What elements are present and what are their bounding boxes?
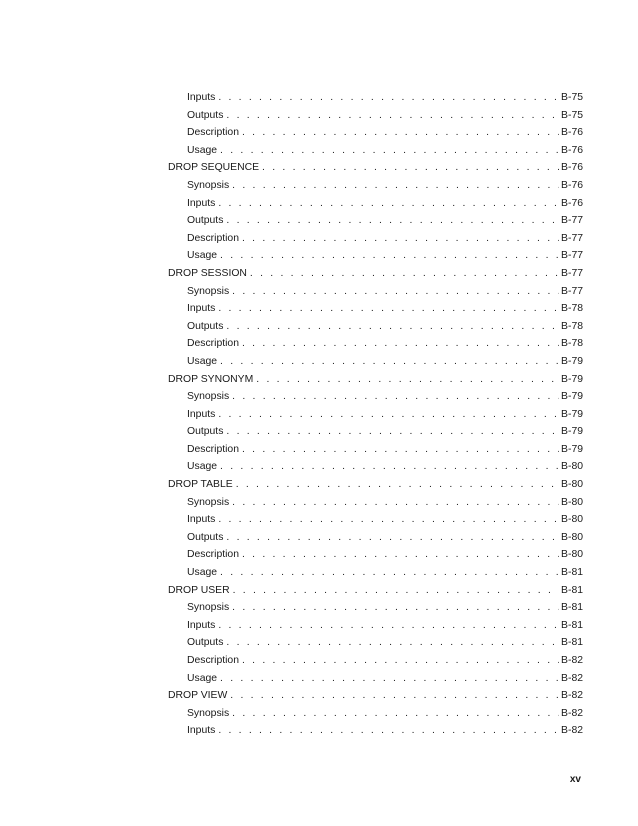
toc-subsection-entry[interactable] xyxy=(168,722,583,740)
toc-entry-page: B-76 xyxy=(561,162,583,174)
toc-entry-page: B-81 xyxy=(561,602,583,614)
toc-entry-page: B-75 xyxy=(561,92,583,103)
toc-subsection-entry[interactable] xyxy=(168,494,583,512)
toc-entry-label: Description xyxy=(187,127,239,139)
toc-entry-page: B-76 xyxy=(561,127,583,139)
toc-entry-page: B-79 xyxy=(561,391,583,403)
toc-entry-page: B-77 xyxy=(561,232,583,244)
toc-subsection-entry[interactable] xyxy=(168,247,583,265)
toc-entry-page: B-79 xyxy=(561,373,583,385)
toc-entry-page: B-82 xyxy=(561,725,583,737)
toc-subsection-entry[interactable] xyxy=(168,529,583,547)
toc-subsection-entry[interactable] xyxy=(168,195,583,213)
toc-dot-leader xyxy=(232,283,559,301)
toc-entry-page: B-81 xyxy=(561,567,583,579)
toc-section-entry[interactable] xyxy=(168,687,583,705)
toc-entry-label: Outputs xyxy=(187,320,224,332)
toc-dot-leader xyxy=(232,599,559,617)
toc-entry-page: B-78 xyxy=(561,320,583,332)
toc-subsection-entry[interactable] xyxy=(168,353,583,371)
toc-entry-label: Inputs xyxy=(187,725,216,737)
toc-subsection-entry[interactable] xyxy=(168,546,583,564)
toc-entry-page: B-80 xyxy=(561,531,583,543)
toc-entry-page: B-75 xyxy=(561,109,583,121)
toc-dot-leader xyxy=(250,265,559,283)
toc-entry-label: Description xyxy=(187,232,239,244)
toc-entry-label: Outputs xyxy=(187,637,224,649)
toc-dot-leader xyxy=(232,705,559,723)
toc-dot-leader xyxy=(226,634,559,652)
toc-entry-label: Inputs xyxy=(187,619,216,631)
toc-entry-page: B-80 xyxy=(561,461,583,473)
toc-subsection-entry[interactable] xyxy=(168,634,583,652)
toc-subsection-entry[interactable] xyxy=(168,230,583,248)
toc-section-entry[interactable] xyxy=(168,265,583,283)
toc-subsection-entry[interactable] xyxy=(168,283,583,301)
toc-entry-page: B-82 xyxy=(561,655,583,666)
toc-subsection-entry[interactable] xyxy=(168,599,583,617)
toc-dot-leader xyxy=(218,406,559,424)
toc-subsection-entry[interactable] xyxy=(168,617,583,635)
toc-entry-label: Synopsis xyxy=(187,391,230,403)
toc-entry-page: B-82 xyxy=(561,707,583,719)
toc-entry-label: Synopsis xyxy=(187,707,230,719)
toc-entry-label: Synopsis xyxy=(187,285,230,297)
toc-subsection-entry[interactable] xyxy=(168,423,583,441)
toc-entry-page: B-79 xyxy=(561,408,583,420)
toc-entry-label: Outputs xyxy=(187,531,224,543)
toc-entry-label: Usage xyxy=(187,355,218,367)
toc-section-entry[interactable] xyxy=(168,159,583,177)
toc-entry-label: DROP SESSION xyxy=(168,267,247,279)
toc-dot-leader xyxy=(232,494,559,512)
toc-dot-leader xyxy=(262,159,559,177)
toc-entry-label: Description xyxy=(187,338,239,350)
toc-entry-page: B-76 xyxy=(561,144,583,156)
toc-entry-label: Inputs xyxy=(187,408,216,420)
toc-entry-label: Usage xyxy=(187,250,218,262)
toc-dot-leader xyxy=(220,458,559,476)
toc-entry-label: Inputs xyxy=(187,197,216,209)
toc-dot-leader xyxy=(230,687,559,705)
toc-subsection-entry[interactable] xyxy=(168,670,583,688)
toc-entry-label: Outputs xyxy=(187,109,224,121)
table-of-contents xyxy=(168,89,583,740)
toc-entry-label: DROP TABLE xyxy=(168,479,233,491)
toc-dot-leader xyxy=(218,89,559,107)
toc-dot-leader xyxy=(220,247,559,265)
toc-entry-page: B-82 xyxy=(561,672,583,684)
toc-entry-page: B-77 xyxy=(561,250,583,262)
toc-entry-page: B-79 xyxy=(561,426,583,438)
toc-entry-label: DROP SYNONYM xyxy=(168,373,254,385)
toc-dot-leader xyxy=(220,670,559,688)
toc-subsection-entry[interactable] xyxy=(168,124,583,142)
toc-dot-leader xyxy=(226,212,559,230)
toc-subsection-entry[interactable] xyxy=(168,458,583,476)
toc-entry-label: DROP VIEW xyxy=(168,690,228,702)
toc-dot-leader xyxy=(218,511,559,529)
toc-entry-page: B-77 xyxy=(561,285,583,297)
toc-entry-page: B-80 xyxy=(561,496,583,508)
toc-dot-leader xyxy=(232,388,559,406)
toc-dot-leader xyxy=(236,476,559,494)
toc-subsection-entry[interactable] xyxy=(168,511,583,529)
toc-dot-leader xyxy=(218,722,559,740)
toc-entry-label: Usage xyxy=(187,461,218,473)
toc-dot-leader xyxy=(226,318,559,336)
toc-subsection-entry[interactable] xyxy=(168,406,583,424)
toc-entry-label: Inputs xyxy=(187,514,216,526)
toc-dot-leader xyxy=(242,230,559,248)
toc-dot-leader xyxy=(226,107,559,125)
toc-entry-label: Usage xyxy=(187,144,218,156)
toc-entry-page: B-78 xyxy=(561,338,583,350)
toc-entry-page: B-80 xyxy=(561,514,583,526)
toc-dot-leader xyxy=(220,564,559,582)
toc-section-entry[interactable] xyxy=(168,476,583,494)
toc-subsection-entry[interactable] xyxy=(168,318,583,336)
toc-dot-leader xyxy=(218,300,559,318)
toc-entry-label: DROP USER xyxy=(168,584,230,596)
toc-section-entry[interactable] xyxy=(168,371,583,389)
toc-entry-page: B-82 xyxy=(561,690,583,702)
toc-dot-leader xyxy=(226,529,559,547)
toc-entry-label: Inputs xyxy=(187,303,216,315)
toc-dot-leader xyxy=(242,546,559,564)
toc-entry-label: DROP SEQUENCE xyxy=(168,162,260,174)
toc-subsection-entry[interactable] xyxy=(168,212,583,230)
toc-entry-label: Synopsis xyxy=(187,179,230,191)
toc-entry-label: Usage xyxy=(187,672,218,684)
toc-subsection-entry[interactable] xyxy=(168,705,583,723)
toc-entry-label: Description xyxy=(187,443,239,455)
toc-entry-label: Description xyxy=(187,549,239,561)
toc-subsection-entry[interactable] xyxy=(168,177,583,195)
toc-entry-page: B-81 xyxy=(561,619,583,631)
toc-dot-leader xyxy=(242,124,559,142)
toc-entry-page: B-76 xyxy=(561,179,583,191)
toc-section-entry[interactable] xyxy=(168,582,583,600)
toc-entry-page: B-80 xyxy=(561,479,583,491)
toc-entry-label: Synopsis xyxy=(187,496,230,508)
toc-dot-leader xyxy=(220,353,559,371)
page-number: xv xyxy=(569,774,581,785)
toc-subsection-entry[interactable] xyxy=(168,652,583,670)
toc-entry-label: Inputs xyxy=(187,92,216,103)
toc-entry-page: B-78 xyxy=(561,303,583,315)
toc-subsection-entry[interactable] xyxy=(168,388,583,406)
toc-dot-leader xyxy=(242,441,559,459)
toc-subsection-entry[interactable] xyxy=(168,89,583,107)
toc-entry-label: Outputs xyxy=(187,215,224,227)
toc-entry-page: B-80 xyxy=(561,549,583,561)
toc-dot-leader xyxy=(218,617,559,635)
toc-subsection-entry[interactable] xyxy=(168,142,583,160)
toc-entry-label: Synopsis xyxy=(187,602,230,614)
toc-dot-leader xyxy=(242,335,559,353)
toc-entry-page: B-81 xyxy=(561,584,583,596)
toc-dot-leader xyxy=(233,582,559,600)
toc-dot-leader xyxy=(256,371,559,389)
toc-subsection-entry[interactable] xyxy=(168,441,583,459)
toc-entry-label: Usage xyxy=(187,567,218,579)
toc-dot-leader xyxy=(218,195,559,213)
toc-entry-page: B-77 xyxy=(561,215,583,227)
toc-subsection-entry[interactable] xyxy=(168,300,583,318)
toc-entry-page: B-79 xyxy=(561,443,583,455)
toc-entry-label: Outputs xyxy=(187,426,224,438)
toc-entry-page: B-77 xyxy=(561,267,583,279)
toc-entry-page: B-79 xyxy=(561,355,583,367)
toc-entry-page: B-76 xyxy=(561,197,583,209)
toc-subsection-entry[interactable] xyxy=(168,564,583,582)
toc-dot-leader xyxy=(220,142,559,160)
toc-dot-leader xyxy=(242,652,559,670)
toc-entry-page: B-81 xyxy=(561,637,583,649)
toc-subsection-entry[interactable] xyxy=(168,107,583,125)
toc-dot-leader xyxy=(232,177,559,195)
toc-subsection-entry[interactable] xyxy=(168,335,583,353)
toc-entry-label: Description xyxy=(187,655,239,666)
toc-dot-leader xyxy=(226,423,559,441)
